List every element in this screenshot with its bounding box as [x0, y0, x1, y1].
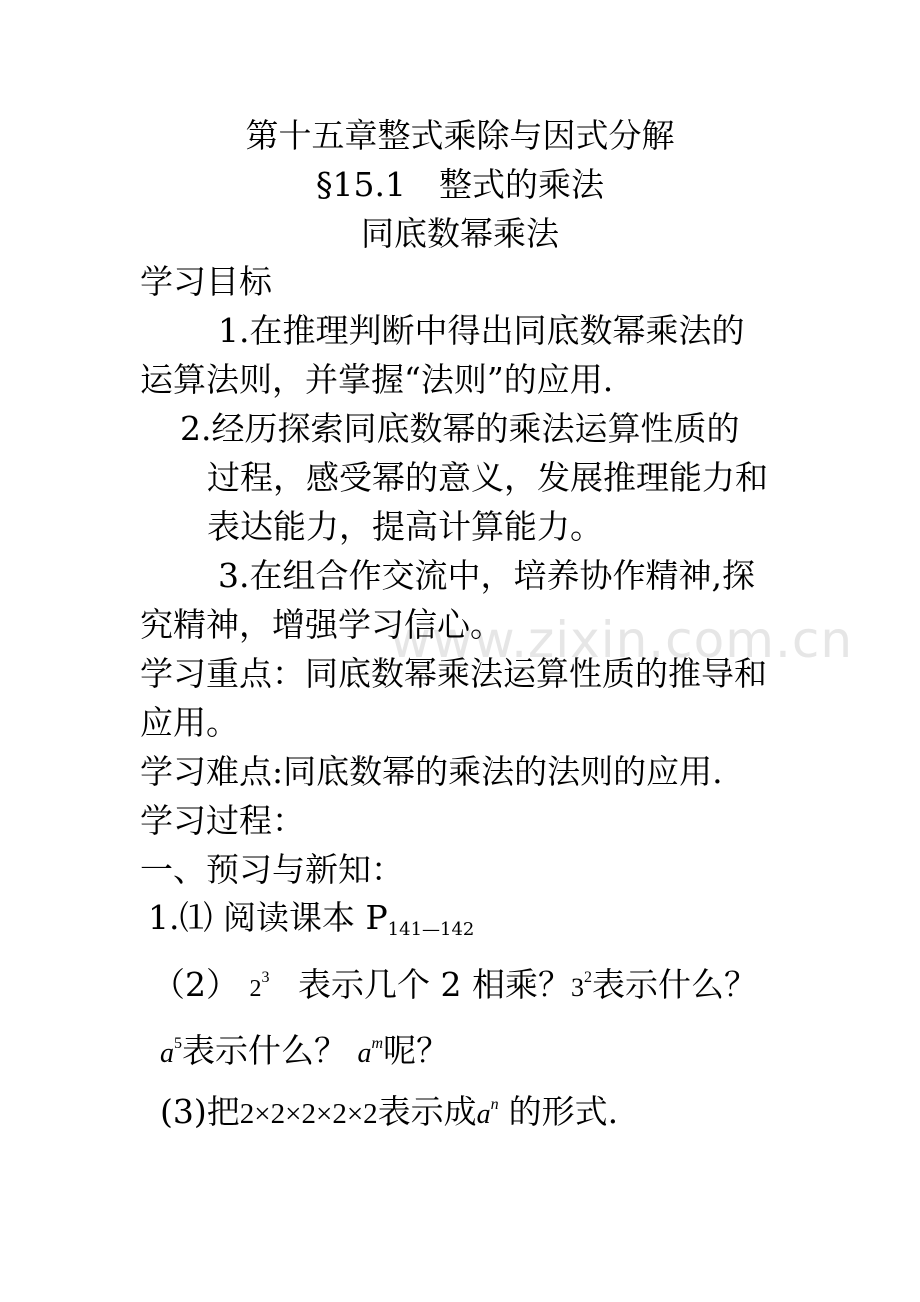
objective-2-line-1: 2.经历探索同底数幂的乘法运算性质的 — [180, 409, 740, 448]
power-exponent-2: 2 — [583, 969, 592, 986]
objective-2-line-2: 过程，感受幂的意义，发展推理能力和 — [207, 458, 768, 497]
process-heading: 学习过程： — [140, 801, 305, 840]
section-heading: §15.1 整式的乘法 — [316, 165, 604, 204]
question-2-text-4: 呢？ — [383, 1031, 450, 1070]
power-base-a: a — [160, 1038, 174, 1069]
topic-heading: 同底数幂乘法 — [361, 214, 559, 253]
question-2-text-1: 表示几个 2 相乘？ — [298, 965, 571, 1004]
objective-3-line-1: 3.在组合作交流中，培养协作精神,探 — [218, 556, 755, 595]
objectives-heading: 学习目标 — [140, 262, 272, 301]
question-3-text-2: 的形式. — [508, 1092, 619, 1131]
objective-1-line-2: 运算法则，并掌握“法则”的应用. — [140, 360, 614, 399]
key-points-line-1: 学习重点：同底数幂乘法运算性质的推导和 — [140, 654, 767, 693]
power-base-2: 2 — [249, 976, 262, 1002]
power-base-a-2: a — [357, 1038, 372, 1069]
power-base-a-3: a — [476, 1099, 491, 1130]
question-2-line-2 — [160, 1024, 449, 1074]
question-2-text-3: 表示什么？ — [182, 1031, 347, 1070]
page-range: 141—142 — [387, 919, 475, 940]
difficulty-line: 学习难点:同底数幂的乘法的法则的应用. — [140, 752, 723, 791]
power-base-3: 3 — [570, 973, 584, 1002]
question-3 — [160, 1085, 618, 1135]
objective-1-line-1: 1.在推理判断中得出同底数幂乘法的 — [218, 311, 745, 350]
document-title: 第十五章整式乘除与因式分解 — [245, 116, 675, 155]
question-3-text-1: 表示成 — [377, 1092, 477, 1131]
power-exponent-5: 5 — [174, 1035, 182, 1052]
question-2-label: （2） — [152, 965, 239, 1004]
watermark: www.zixin.com.cn — [390, 611, 854, 669]
power-exponent-m: m — [371, 1035, 384, 1052]
question-1-text: 1.⑴ 阅读课本 P — [148, 898, 388, 937]
power-exponent-3: 3 — [261, 969, 270, 986]
power-exponent-n: n — [490, 1096, 499, 1113]
objective-3-line-2: 究精神，增强学习信心。 — [140, 605, 503, 644]
question-3-label: (3)把 — [160, 1092, 240, 1131]
part-1-heading: 一、预习与新知： — [140, 850, 404, 889]
key-points-line-2: 应用。 — [140, 703, 239, 742]
product-expression: 2×2×2×2×2 — [239, 1098, 378, 1130]
question-1 — [148, 898, 474, 950]
objective-2-line-3: 表达能力，提高计算能力。 — [207, 507, 603, 546]
question-2-line-1 — [152, 958, 757, 1009]
question-2-text-2: 表示什么？ — [591, 965, 757, 1004]
